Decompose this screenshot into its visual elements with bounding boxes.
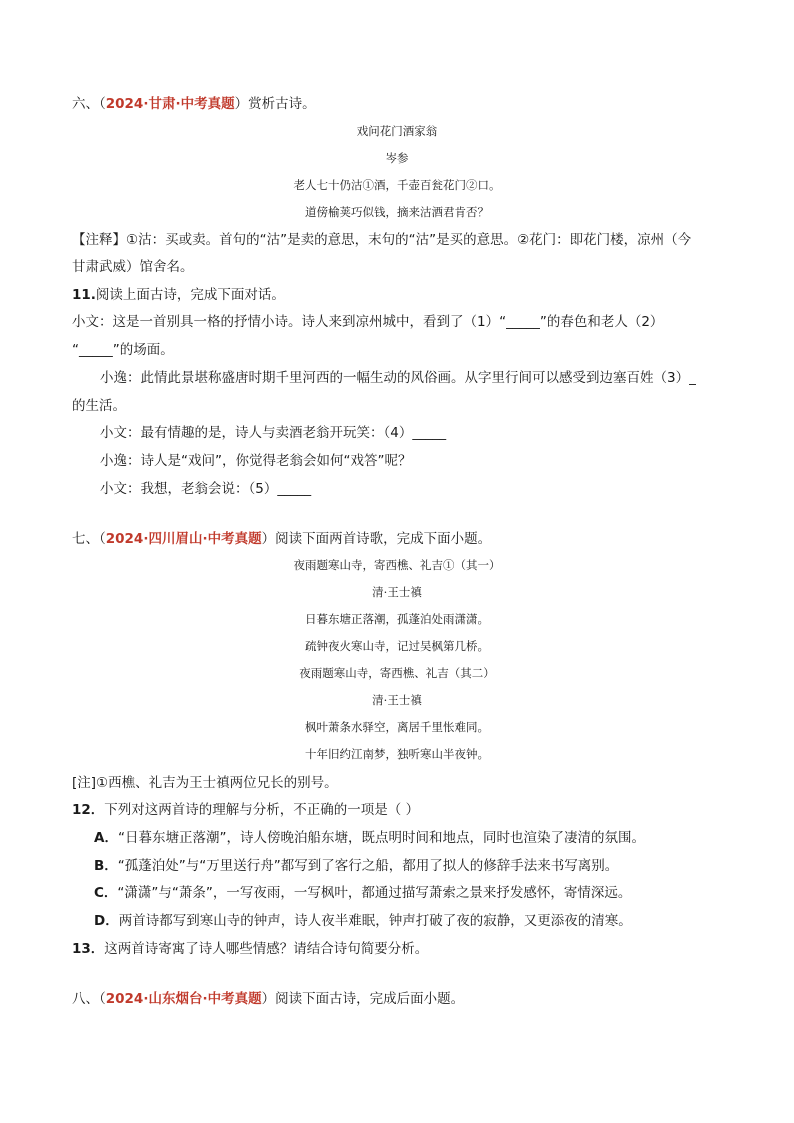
question-text: 阅读上面古诗，完成下面对话。 [95,287,285,303]
question-12 [72,800,419,820]
option-text: 两首诗都写到寒山寺的钟声，诗人夜半难眠，钟声打破了夜的寂静，又更添夜的清寒。 [118,913,632,929]
poem-author: 岑参 [385,151,409,165]
section-6-heading [72,94,316,114]
dialogue-line: 小逸：诗人是“戏问”，你觉得老翁会如何“戏答”呢？ [100,453,412,469]
question-number: 12． [72,802,105,818]
poem-title: 夜雨题寒山寺，寄西樵、礼吉（其二） [299,666,495,680]
option-b[interactable] [94,856,618,876]
option-label: D． [94,913,119,929]
poem-line: 枫叶萧条水驿空，离居千里怅难同。 [305,720,489,734]
section-7-heading [72,529,491,549]
option-text: “潇潇”与“萧条”，一写夜雨，一写枫叶，都通过描写萧索之景来抒发感怀，寄情深远。 [117,885,632,901]
poem-title: 戏问花门酒家翁 [356,124,438,138]
poem-title: 夜雨题寒山寺，寄西樵、礼吉①（其一） [293,558,501,572]
poem-line: 日暮东塘正落潮，孤蓬泊处雨潇潇。 [305,612,489,626]
section-prefix: 七、（ [72,531,106,547]
poem-line: 道傍榆荚巧似钱，摘来沽酒君肯否？ [305,205,489,219]
question-13 [72,939,428,959]
section-source: 2024·山东烟台·中考真题 [105,991,262,1007]
section-8-heading [72,989,464,1009]
option-text: “孤蓬泊处”与“万里送行舟”都写到了客行之船，都用了拟人的修辞手法来书写离别。 [117,858,619,874]
question-text: 这两首诗寄寓了诗人哪些情感？请结合诗句简要分析。 [104,941,429,957]
option-a[interactable] [94,828,645,848]
dialogue-line: 小文：最有情趣的是，诗人与卖酒老翁开玩笑：（4）_____ [100,425,447,441]
dialogue-line: 小文：我想，老翁会说：（5）_____ [100,481,312,497]
option-label: C． [94,885,118,901]
section-source: 2024·甘肃·中考真题 [105,96,235,112]
dialogue-line: 小逸：此情此景堪称盛唐时期千里河西的一幅生动的风俗画。从字里行间可以感受到边塞百姓（3）_ [100,370,696,386]
dialogue-line: 小文：这是一首别具一格的抒情小诗。诗人来到凉州城中，看到了（1）“_____”的春色和老人（2） [72,314,664,330]
note-line: 甘肃武威）馆舍名。 [72,259,194,275]
dialogue-line: “_____”的场面。 [72,342,174,358]
poem-line: 十年旧约江南梦，独听寒山半夜钟。 [305,747,489,761]
section-instruction: ）赏析古诗。 [234,96,316,112]
section-source: 2024·四川眉山·中考真题 [105,531,262,547]
section-prefix: 六、（ [72,96,106,112]
section-instruction: ）阅读下面古诗，完成后面小题。 [261,991,465,1007]
poem-author: 清·王士禛 [372,693,422,707]
option-label: A． [94,830,118,846]
note-line: 【注释】①沽：买或卖。首句的“沽”是卖的意思，末句的“沽”是买的意思。②花门：即花门楼，凉州（今 [72,232,692,248]
option-label: B． [94,858,118,874]
dialogue-line: 的生活。 [72,398,126,414]
poem-line: 老人七十仍沽①酒，千壶百瓮花门②口。 [293,178,501,192]
section-instruction: ）阅读下面两首诗歌，完成下面小题。 [261,531,492,547]
option-text: “日暮东塘正落潮”，诗人傍晚泊船东塘，既点明时间和地点，同时也渲染了凄清的氛围。 [117,830,645,846]
question-11 [72,285,285,305]
poem-author: 清·王士禛 [372,585,422,599]
question-text: 下列对这两首诗的理解与分析，不正确的一项是（ ） [104,802,420,818]
question-number: 11. [72,287,96,303]
poem-line: 疏钟夜火寒山寺，记过吴枫第几桥。 [305,639,489,653]
section-prefix: 八、（ [72,991,106,1007]
option-d[interactable] [94,911,632,931]
question-number: 13． [72,941,105,957]
option-c[interactable] [94,883,631,903]
note-line: [注]①西樵、礼吉为王士禛两位兄长的别号。 [72,775,338,791]
